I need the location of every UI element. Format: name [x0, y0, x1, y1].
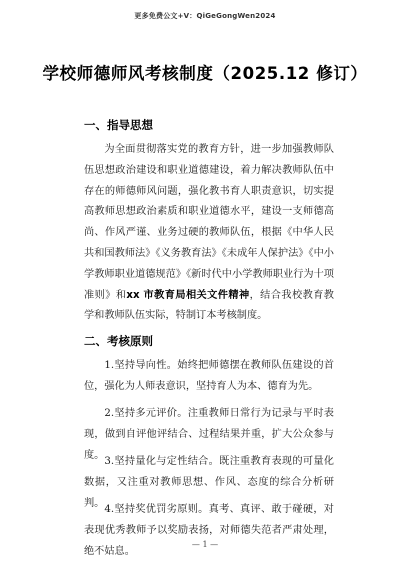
page-number: — 1 —: [191, 540, 219, 549]
guiding-ideology-paragraph: [84, 140, 334, 327]
paragraph-text-start: 为全面贯彻落实党的教育方针，进一步加强教师队伍思想政治建设和职业道德建设，着力解决教师队伍中存在的师德师风问题，强化教书育人职责意识，切实提高教师思想政治素质和职业道德水平，建设一支师德高尚、作风严谨、业务过硬的教师队伍，根据《中华人民共和国教师法》《义务教育法》《未成年人保护法》《中小学教师职业道德规范》《新时代中小学教师职业行为十项准则》和: [84, 144, 334, 301]
principle-item-2: 2.坚持多元评价。注重教师日常行为记录与平时表现，做到自评他评结合、过程结果并重，扩大公众参与度。: [84, 408, 334, 461]
paragraph-bold-reference: xx 市教育局相关文件精神: [126, 289, 250, 301]
principle-item-3: 3.坚持量化与定性结合。既注重教育表现的可量化数据，又注重对教师思想、作风、态度的综合分析研判。: [84, 456, 334, 509]
section-heading-principles: 二、考核原则: [84, 334, 153, 348]
principle-item-4: 4.坚持奖优罚劣原则。真考、真评、敢于碰硬，对表现优秀教师予以奖励表扬，对师德失范者严肃处理，绝不姑息。: [84, 504, 334, 557]
header-note: 更多免费公文+V：QiGeGongWen2024: [134, 12, 276, 20]
paragraph-text-end: ，结合我校教育教学和教师队伍实际，特制订本考核制度。: [84, 289, 334, 322]
principle-item-1: 1.坚持导向性。始终把师德摆在教师队伍建设的首位，强化为人师表意识，坚持育人为本、德育为先。: [84, 360, 334, 392]
document-title: 学校师德师风考核制度（2025.12 修订）: [42, 64, 368, 83]
section-heading-guiding-ideology: 一、指导思想: [84, 118, 153, 132]
